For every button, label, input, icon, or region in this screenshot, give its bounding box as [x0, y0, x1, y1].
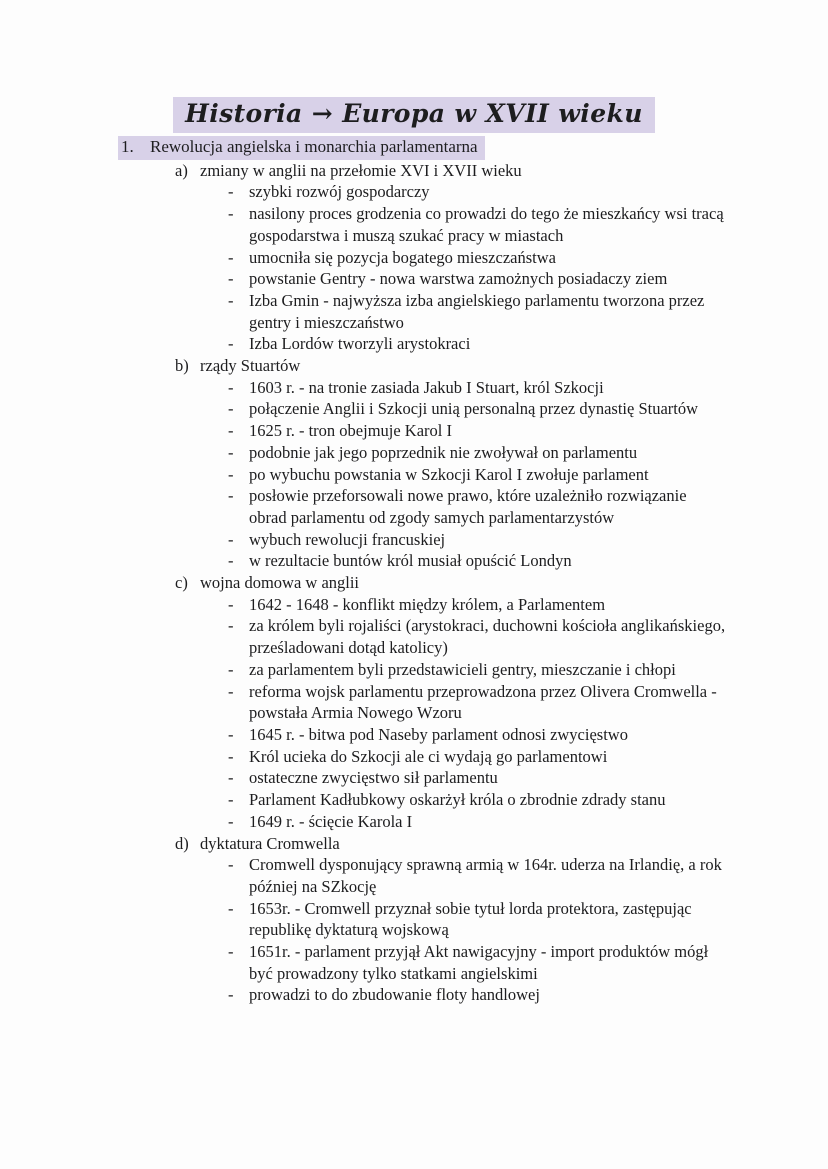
subsection-c	[175, 572, 726, 594]
list-item	[228, 442, 726, 464]
list-item-text: Cromwell dysponujący sprawną armią w 164r. uderza na Irlandię, a rok później na SZkocję	[249, 855, 722, 896]
subsection-d	[175, 833, 726, 855]
dash-bullet: -	[228, 269, 234, 289]
subsection-heading: zmiany w anglii na przełomie XVI i XVII wieku	[200, 160, 522, 180]
dash-bullet: -	[228, 247, 234, 267]
list-item-text: reforma wojsk parlamentu przeprowadzona przez Olivera Cromwella - powstała Armia Nowego Wzoru	[249, 681, 717, 723]
subsection-letter: b)	[175, 356, 189, 376]
list-item-text: po wybuchu powstania w Szkocji Karol I zwołuje parlament	[249, 464, 649, 484]
dash-bullet: -	[228, 898, 234, 918]
list-item-text: Izba Gmin - najwyższa izba angielskiego parlamentu tworzona przez gentry i mieszczaństwo	[249, 290, 705, 332]
dash-bullet: -	[228, 399, 234, 419]
list-item-text: połączenie Anglii i Szkocji unią personalną przez dynastię Stuartów	[249, 399, 699, 419]
list-item	[228, 290, 726, 333]
dash-bullet: -	[228, 616, 234, 636]
subsection-letter: a)	[175, 160, 188, 180]
list-item-text: powstanie Gentry - nowa warstwa zamożnych posiadaczy ziem	[249, 269, 668, 289]
dash-bullet: -	[228, 790, 234, 810]
list-item-text: 1651r. - parlament przyjął Akt nawigacyjny - import produktów mógł być prowadzony tylko statkami angielskimi	[249, 942, 709, 983]
title-row	[0, 0, 828, 133]
list-item	[228, 767, 726, 789]
dash-bullet: -	[228, 486, 234, 506]
list-item	[228, 615, 726, 658]
list-item	[228, 724, 726, 746]
list-item-text: umocniła się pozycja bogatego mieszczaństwa	[249, 247, 556, 267]
subsection-heading: rządy Stuartów	[200, 356, 301, 376]
list-item-text: 1645 r. - bitwa pod Naseby parlament odnosi zwycięstwo	[249, 724, 628, 744]
dash-bullet: -	[228, 659, 234, 679]
dash-bullet: -	[228, 746, 234, 766]
list-item-text: Parlament Kadłubkowy oskarżył króla o zbrodnie zdrady stanu	[249, 790, 666, 810]
list-item	[228, 377, 726, 399]
dash-bullet: -	[228, 290, 234, 310]
dash-bullet: -	[228, 942, 234, 962]
list-item	[228, 529, 726, 551]
subsection-letter: c)	[175, 573, 188, 593]
list-item	[228, 333, 726, 355]
dash-bullet: -	[228, 334, 234, 354]
subsection-heading: wojna domowa w anglii	[200, 573, 360, 593]
list-item-text: podobnie jak jego poprzednik nie zwoływał on parlamentu	[249, 442, 638, 462]
list-item-text: Izba Lordów tworzyli arystokraci	[249, 334, 471, 354]
list-item	[228, 854, 726, 897]
list-item-text: 1625 r. - tron obejmuje Karol I	[249, 421, 452, 441]
subsection-a	[175, 160, 726, 182]
list-item-text: prowadzi to do zbudowanie floty handlowej	[249, 985, 540, 1005]
list-item-text: 1653r. - Cromwell przyznał sobie tytuł lorda protektora, zastępując republikę dyktaturą wojskową	[249, 898, 692, 940]
list-item-text: 1642 - 1648 - konflikt między królem, a Parlamentem	[249, 594, 606, 614]
highlighted-heading	[118, 136, 485, 160]
list-item	[228, 681, 726, 724]
dash-bullet: -	[228, 442, 234, 462]
list-item-text: 1603 r. - na tronie zasiada Jakub I Stuart, król Szkocji	[249, 377, 604, 397]
list-item-text: ostateczne zwycięstwo sił parlamentu	[249, 768, 498, 788]
list-item	[228, 268, 726, 290]
dash-bullet: -	[228, 464, 234, 484]
list-item	[228, 247, 726, 269]
dash-bullet: -	[228, 768, 234, 788]
list-item-text: nasilony proces grodzenia co prowadzi do tego że mieszkańcy wsi tracą gospodarstwa i muszą szukać pracy w miastach	[249, 204, 724, 245]
dash-bullet: -	[228, 724, 234, 744]
list-item	[228, 420, 726, 442]
dash-bullet: -	[228, 594, 234, 614]
list-item-text: Król ucieka do Szkocji ale ci wydają go parlamentowi	[249, 746, 608, 766]
subsection-letter: d)	[175, 833, 189, 853]
dash-bullet: -	[228, 551, 234, 571]
list-item	[228, 811, 726, 833]
dash-bullet: -	[228, 811, 234, 831]
page-title: Historia → Europa w XVII wieku	[173, 97, 655, 133]
list-item-text: posłowie przeforsowali nowe prawo, które uzależniło rozwiązanie obrad parlamentu od zgody samych parlamentarzystów	[249, 486, 687, 527]
dash-bullet: -	[228, 529, 234, 549]
list-item	[228, 550, 726, 572]
notes-outline	[0, 136, 726, 1006]
list-item-text: w rezultacie buntów król musiał opuścić Londyn	[249, 551, 572, 571]
subsection-heading: dyktatura Cromwella	[200, 833, 340, 853]
dash-bullet: -	[228, 377, 234, 397]
list-item	[228, 941, 726, 984]
list-item-text: za parlamentem byli przedstawicieli gentry, mieszczanie i chłopi	[249, 659, 676, 679]
dash-bullet: -	[228, 421, 234, 441]
item-heading: Rewolucja angielska i monarchia parlamentarna	[150, 137, 478, 156]
item-number: 1.	[121, 137, 134, 156]
list-item	[228, 181, 726, 203]
dash-bullet: -	[228, 204, 234, 224]
list-item	[228, 898, 726, 941]
list-item-text: 1649 r. - ścięcie Karola I	[249, 811, 413, 831]
subsection-b	[175, 355, 726, 377]
list-item	[228, 464, 726, 486]
list-item-text: za królem byli rojaliści (arystokraci, duchowni kościoła anglikańskiego, prześladowani dotąd katolicy)	[249, 616, 726, 658]
list-item	[228, 594, 726, 616]
dash-bullet: -	[228, 182, 234, 202]
list-item	[228, 485, 726, 528]
list-item-text: szybki rozwój gospodarczy	[249, 182, 430, 202]
list-item	[228, 984, 726, 1006]
list-item-text: wybuch rewolucji francuskiej	[249, 529, 446, 549]
list-item	[228, 746, 726, 768]
list-item	[228, 659, 726, 681]
dash-bullet: -	[228, 985, 234, 1005]
dash-bullet: -	[228, 855, 234, 875]
outline-item-1	[0, 136, 726, 160]
list-item	[228, 398, 726, 420]
list-item	[228, 203, 726, 246]
list-item	[228, 789, 726, 811]
dash-bullet: -	[228, 681, 234, 701]
